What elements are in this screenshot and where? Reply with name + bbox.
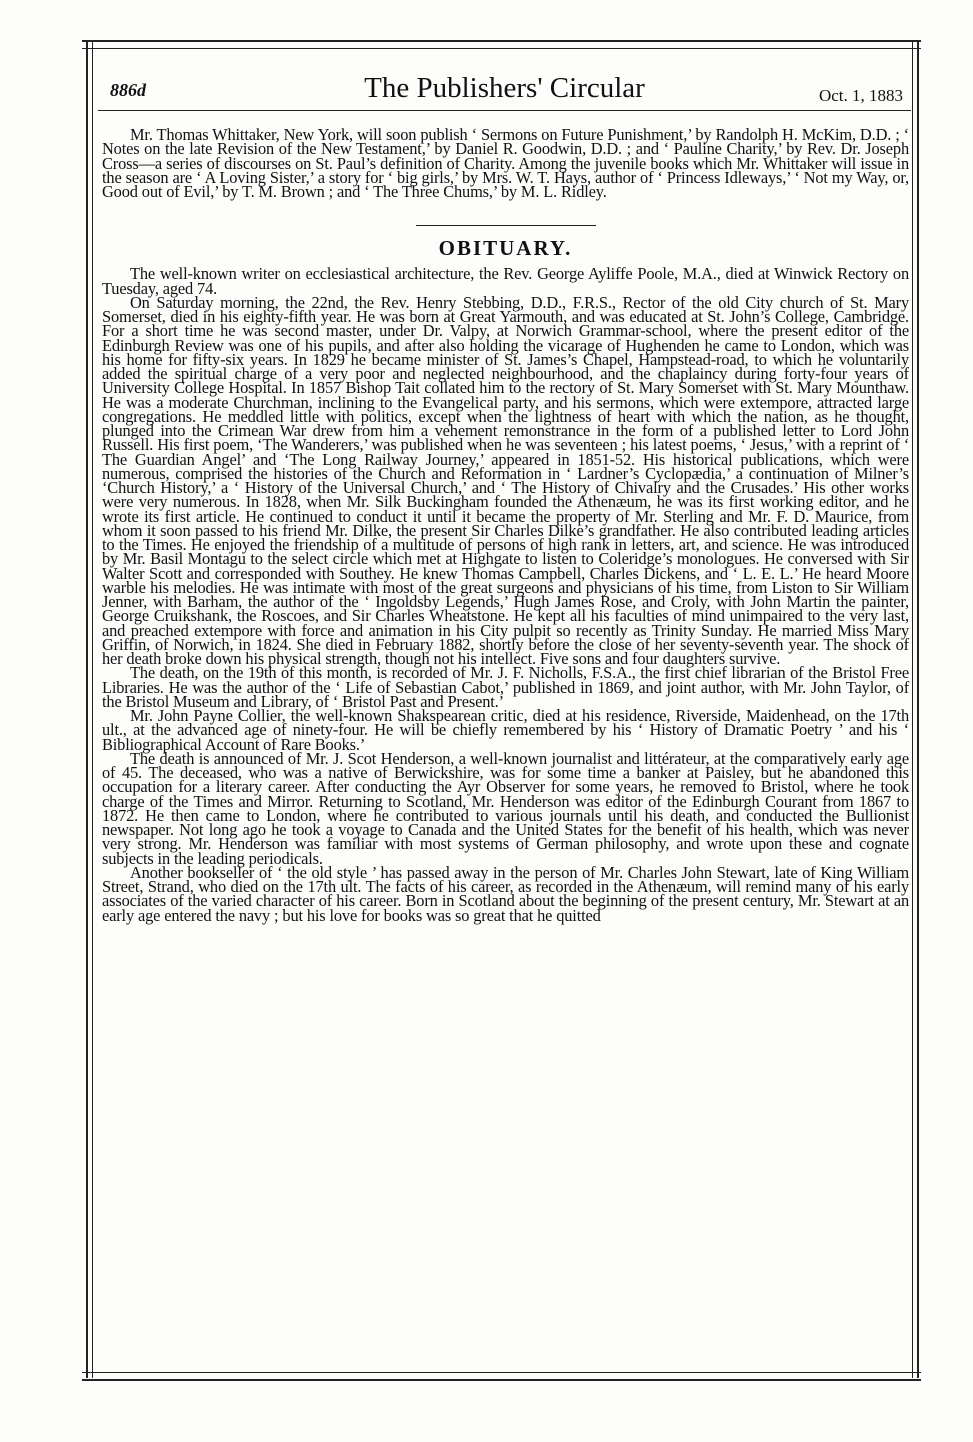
obituary-paragraph-nicholls: The death, on the 19th of this month, is recorded of Mr. J. F. Nicholls, F.S.A., the first chief librarian of the Bristol Free Libraries. He was the author of the ‘ Life of Sebastian Cabot,’ published in 1869, and joint author, with Mr. John Taylor, of the Bristol Museum and Library, of ‘ Bristol Past and Present.’ (102, 663, 909, 711)
running-header (98, 72, 911, 108)
whittaker-announcement-paragraph: Mr. Thomas Whittaker, New York, will soon publish ‘ Sermons on Future Punishment,’ by Randolph H. McKim, D.D. ; ‘ Notes on the late Revision of the New Testament,’ by Daniel R. Goodwin, D.D. ; and ‘ Pauline Charity,’ by Rev. Dr. Joseph Cross—a series of discourses on St. Paul’s definition of Charity. Among the juvenile books which Mr. Whittaker will issue in the season are ‘ A Loving Sister,’ a story for ‘ big girls,’ by Mrs. W. T. Hays, author of ‘ Princess Idleways,’ ‘ Not my Way, or, Good out of Evil,’ by T. M. Brown ; and ‘ The Three Chums,’ by M. L. Ridley. (102, 125, 909, 201)
publication-title: The Publishers' Circular (364, 72, 645, 104)
article-body (102, 124, 909, 923)
top-border-rule (82, 40, 921, 49)
obituary-paragraph-stebbing: On Saturday morning, the 22nd, the Rev. Henry Stebbing, D.D., F.R.S., Rector of the old City church of St. Mary Somerset, died in his eighty-fifth year. He was born at Great Yarmouth, and was educated at St. John’s College, Cambridge. For a short time he was second master, under Dr. Valpy, at Norwich Grammar-school, where the present editor of the Edinburgh Review was one of his pupils, and after also holding the vicarage of Hughenden he came to London, which was his home for fifty-six years. In 1829 he became minister of St. James’s Chapel, Hampstead-road, to which he voluntarily added the spiritual charge of a very poor and neglected neighbourhood, and the chaplaincy during forty-four years of University College Hospital. In 1857 Bishop Tait collated him to the rectory of St. Mary Somerset with St. Mary Mounthaw. He was a moderate Churchman, inclining to the Evangelical party, and his sermons, which were extempore, attracted large congregations. He meddled little with politics, except when the lightness of heart with which the nation, as he thought, plunged into the Crimean War drew from him a vehement remonstrance in the form of a published letter to Lord John Russell. His first poem, ‘The Wanderers,’ was published when he was seventeen ; his latest poems, ‘ Jesus,’ with a reprint of ‘ The Guardian Angel’ and ‘The Long Railway Journey,’ appeared in 1851-52. His historical publications, which were numerous, comprised the histories of the Church and Reformation in ‘ Lardner’s Cyclopædia,’ a continuation of Milner’s ‘Church History,’ a ‘ History of the Universal Church,’ and ‘ The History of Chivalry and the Crusades.’ His other works were very numerous. In 1828, when Mr. Silk Buckingham founded the Athenæum, he was its first working editor, and he wrote its first article. He continued to conduct it until it became the property of Mr. Sterling and Mr. F. D. Maurice, from whom it soon passed to his friend Mr. Dilke, the present Sir Charles Dilke’s grandfather. He also contributed leading articles to the Times. He enjoyed the friendship of a multitude of persons of high rank in letters, art, and science. He was introduced by Mr. Basil Montagu to the select circle which met at Highgate to listen to Coleridge’s monologues. He conversed with Sir Walter Scott and corresponded with Southey. He knew Thomas Campbell, Charles Dickens, and ‘ L. E. L.’ He heard Moore warble his melodies. He was intimate with most of the great surgeons and physicians of his time, from Liston to Sir William Jenner, with Barham, the author of the ‘ Ingoldsby Legends,’ Hugh James Rose, and Croly, with John Martin the painter, George Cruikshank, the Roscoes, and Sir Charles Wheatstone. He kept all his faculties of mind unimpaired to the very last, and preached extempore with force and animation in his City pulpit so recently as Trinity Sunday. He married Miss Mary Griffin, of Norwich, in 1824. She died in February 1882, shortly before the close of her seventy-seventh year. The shock of her death broke down his physical strength, though not his intellect. Five sons and four daughters survive. (102, 292, 909, 668)
header-divider (98, 110, 911, 111)
obituary-paragraph-henderson: The death is announced of Mr. J. Scot Henderson, a well-known journalist and littérateur, at the comparatively early age of 45. The deceased, who was a native of Berwickshire, was for some time a banker at Paisley, but he abandoned this occupation for a literary career. After conducting the Ayr Observer for some years, he removed to Bristol, where he took charge of the Times and Mirror. Returning to Scotland, Mr. Henderson was editor of the Edinburgh Courant from 1867 to 1872. He then came to London, where he contributed to various journals until his death, and conducted the Bullionist newspaper. Not long ago he took a voyage to Canada and the United States for the benefit of his health, which was never very strong. Mr. Henderson was familiar with most systems of German philosophy, and wrote upon these and cognate subjects in the leading periodicals. (102, 748, 909, 868)
page-number: 886d (110, 80, 146, 100)
left-border-rule (86, 40, 93, 1378)
right-border-rule (912, 40, 919, 1378)
obituary-paragraph-stewart: Another bookseller of ‘ the old style ’ has passed away in the person of Mr. Charles John Stewart, late of King William Street, Strand, who died on the 17th ult. The facts of his career, as recorded in the Athenæum, will remind many of his early associates of the varied character of his career. Born in Scotland about the beginning of the present century, Mr. Stewart at an early age entered the navy ; but his love for books was so great that he quitted (102, 862, 909, 925)
bottom-border-rule (82, 1372, 921, 1381)
obituary-paragraph-collier: Mr. John Payne Collier, the well-known Shakspearean critic, died at his residence, Riverside, Maidenhead, on the 17th ult., at the advanced age of ninety-four. He will be chiefly remembered by his ‘ History of Dramatic Poetry ’ and his ‘ Bibliographical Account of Rare Books.’ (102, 706, 909, 754)
issue-date: Oct. 1, 1883 (818, 86, 903, 105)
section-divider (416, 225, 596, 226)
obituary-paragraph-poole: The well-known writer on ecclesiastical architecture, the Rev. George Ayliffe Poole, M.A., died at Winwick Rectory on Tuesday, aged 74. (102, 264, 909, 298)
obituary-heading: OBITUARY. (438, 236, 573, 261)
